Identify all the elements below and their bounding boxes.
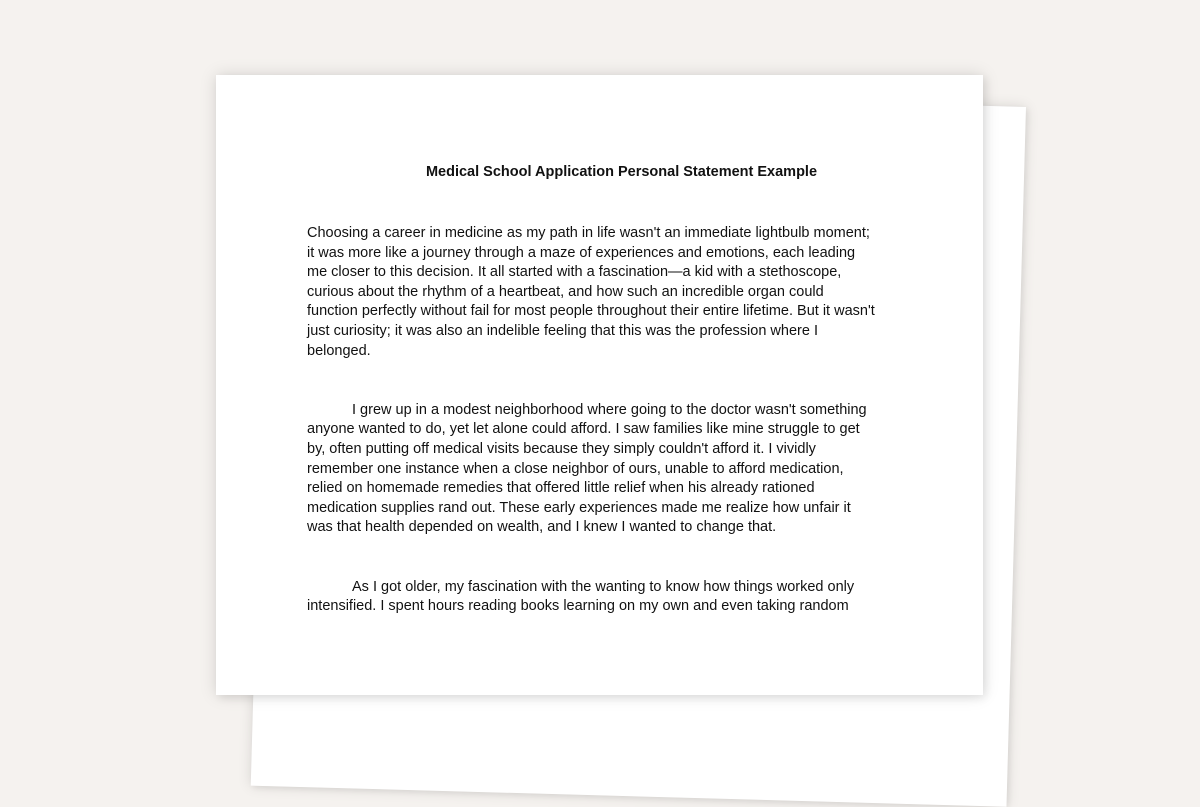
paragraph-line: function perfectly without fail for most people throughout their entire lifetime. But it wasn't <box>307 303 875 320</box>
paragraph-line: I grew up in a modest neighborhood where going to the doctor wasn't something <box>352 401 867 418</box>
paragraph-line: anyone wanted to do, yet let alone could afford. I saw families like mine struggle to get <box>307 421 860 438</box>
paragraph-line: by, often putting off medical visits because they simply couldn't afford it. I vividly <box>307 440 816 457</box>
paragraph-line: medication supplies rand out. These early experiences made me realize how unfair it <box>307 499 851 516</box>
paragraph-line: belonged. <box>307 342 371 359</box>
document-title: Medical School Application Personal Statement Example <box>425 164 818 180</box>
paragraph-line: As I got older, my fascination with the wanting to know how things worked only <box>352 578 855 595</box>
paragraph-1 <box>307 224 907 361</box>
paragraph-line: relied on homemade remedies that offered little relief when his already rationed <box>307 480 815 497</box>
document-body <box>307 224 907 617</box>
paragraph-line: remember one instance when a close neighbor of ours, unable to afford medication, <box>307 460 844 477</box>
paragraph-line: it was more like a journey through a maze of experiences and emotions, each leading <box>307 244 856 261</box>
paragraph-line: just curiosity; it was also an indelible feeling that this was the profession where I <box>307 322 818 339</box>
paragraph-line: was that health depended on wealth, and I knew I wanted to change that. <box>307 519 777 536</box>
paragraph-2 <box>307 401 907 538</box>
document-page <box>216 75 983 695</box>
paragraph-line: Choosing a career in medicine as my path in life wasn't an immediate lightbulb moment; <box>307 225 870 241</box>
paragraph-line: intensified. I spent hours reading books learning on my own and even taking random <box>307 598 849 615</box>
paragraph-line: me closer to this decision. It all started with a fascination—a kid with a stethoscope, <box>307 264 842 281</box>
paragraph-3 <box>307 578 907 617</box>
paragraph-line: curious about the rhythm of a heartbeat, and how such an incredible organ could <box>307 283 824 300</box>
